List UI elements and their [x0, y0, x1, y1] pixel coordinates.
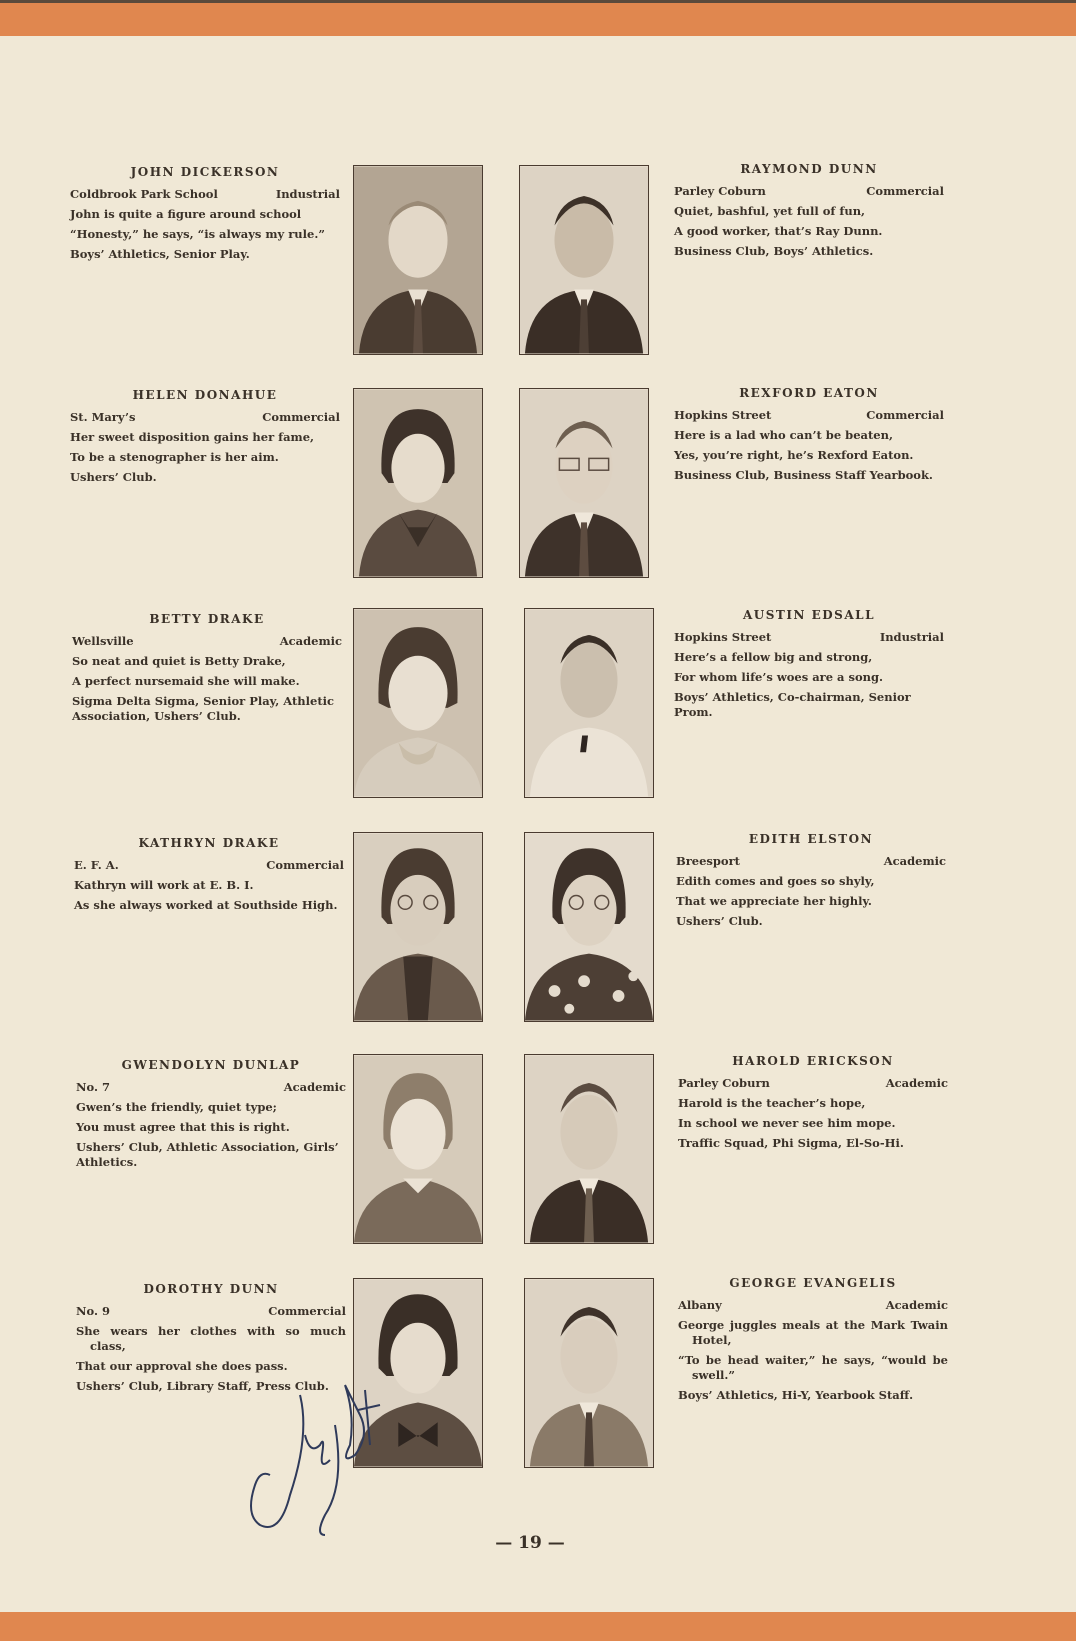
student-school: Albany	[678, 1298, 722, 1312]
verse-line: “Honesty,” he says, “is always my rule.”	[70, 227, 325, 241]
verse-line: Here is a lad who can’t be beaten,	[674, 428, 893, 442]
student-name: DOROTHY DUNN	[143, 1282, 279, 1296]
student-activities: Traffic Squad, Phi Sigma, El-So-Hi.	[678, 1136, 904, 1150]
verse-line: In school we never see him mope.	[678, 1116, 896, 1130]
student-school: Hopkins Street	[674, 630, 772, 644]
student-activities: Ushers’ Club, Library Staff, Press Club.	[76, 1379, 329, 1393]
portrait-photo	[353, 832, 483, 1022]
portrait-photo	[353, 388, 483, 578]
student-course: Commercial	[268, 1304, 346, 1318]
verse-line: Gwen’s the friendly, quiet type;	[76, 1100, 277, 1114]
student-entry	[70, 388, 340, 490]
verse-line: Harold is the teacher’s hope,	[678, 1096, 866, 1110]
student-activities: Business Club, Boys’ Athletics.	[674, 244, 874, 258]
student-name: REXFORD EATON	[739, 386, 879, 400]
portrait-photo	[353, 608, 483, 798]
student-course: Academic	[283, 1080, 346, 1094]
handwritten-signature	[230, 1375, 410, 1545]
verse-line: Here’s a fellow big and strong,	[674, 650, 873, 664]
page-number: — 19 —	[495, 1533, 565, 1553]
student-course: Industrial	[275, 187, 340, 201]
student-name: RAYMOND DUNN	[740, 162, 878, 176]
student-course: Academic	[279, 634, 342, 648]
student-school: Coldbrook Park School	[70, 187, 218, 201]
student-name: GEORGE EVANGELIS	[729, 1276, 897, 1290]
verse-line: As she always worked at Southside High.	[74, 898, 338, 912]
student-activities: Ushers’ Club.	[70, 470, 157, 484]
bottom-orange-band	[0, 1612, 1076, 1641]
verse-line: That our approval she does pass.	[76, 1359, 288, 1373]
student-school: Breesport	[676, 854, 740, 868]
student-entry	[678, 1276, 948, 1408]
student-entry	[674, 162, 944, 264]
student-entry	[76, 1058, 346, 1175]
student-activities: Sigma Delta Sigma, Senior Play, Athletic Association, Ushers’ Club.	[72, 694, 335, 723]
student-name: HELEN DONAHUE	[132, 388, 278, 402]
top-edge-line	[0, 0, 1076, 3]
portrait-photo	[524, 608, 654, 798]
verse-line: She wears her clothes with so much class,	[76, 1324, 346, 1353]
verse-line: Yes, you’re right, he’s Rexford Eaton.	[674, 448, 914, 462]
student-course: Commercial	[262, 410, 340, 424]
verse-line: So neat and quiet is Betty Drake,	[72, 654, 286, 668]
portrait-photo	[353, 165, 483, 355]
verse-line: “To be head waiter,” he says, “would be swell.”	[678, 1353, 948, 1382]
student-course: Academic	[885, 1298, 948, 1312]
student-course: Commercial	[866, 408, 944, 422]
portrait-photo	[524, 1054, 654, 1244]
student-name: JOHN DICKERSON	[130, 165, 280, 179]
student-activities: Boys’ Athletics, Senior Play.	[70, 247, 250, 261]
student-activities: Boys’ Athletics, Co-chairman, Senior Prom.	[674, 690, 911, 719]
student-school: No. 9	[76, 1304, 110, 1318]
student-name: EDITH ELSTON	[748, 832, 874, 846]
student-name: GWENDOLYN DUNLAP	[121, 1058, 301, 1072]
student-name: HAROLD ERICKSON	[732, 1054, 894, 1068]
student-school: Hopkins Street	[674, 408, 772, 422]
student-entry	[72, 612, 342, 729]
portrait-photo	[524, 832, 654, 1022]
verse-line: A perfect nursemaid she will make.	[72, 674, 300, 688]
verse-line: That we appreciate her highly.	[676, 894, 872, 908]
student-name: KATHRYN DRAKE	[138, 836, 280, 850]
verse-line: George juggles meals at the Mark Twain Hotel,	[678, 1318, 948, 1347]
student-activities: Ushers’ Club, Athletic Association, Girls’ Athletics.	[76, 1140, 339, 1169]
verse-line: For whom life’s woes are a song.	[674, 670, 884, 684]
student-course: Industrial	[879, 630, 944, 644]
student-entry	[674, 386, 944, 488]
student-entry	[674, 608, 944, 725]
verse-line: Edith comes and goes so shyly,	[676, 874, 875, 888]
student-name: BETTY DRAKE	[149, 612, 265, 626]
student-entry	[678, 1054, 948, 1156]
student-school: Parley Coburn	[674, 184, 766, 198]
verse-line: Quiet, bashful, yet full of fun,	[674, 204, 866, 218]
top-orange-band	[0, 0, 1076, 36]
student-course: Commercial	[866, 184, 944, 198]
student-school: No. 7	[76, 1080, 110, 1094]
portrait-photo	[353, 1054, 483, 1244]
student-course: Academic	[885, 1076, 948, 1090]
student-school: St. Mary’s	[70, 410, 136, 424]
student-entry	[70, 165, 340, 267]
verse-line: To be a stenographer is her aim.	[70, 450, 279, 464]
student-school: Parley Coburn	[678, 1076, 770, 1090]
portrait-photo	[519, 388, 649, 578]
student-school: E. F. A.	[74, 858, 119, 872]
student-entry	[74, 836, 344, 918]
student-course: Academic	[883, 854, 946, 868]
student-name: AUSTIN EDSALL	[742, 608, 876, 622]
student-school: Wellsville	[72, 634, 134, 648]
verse-line: A good worker, that’s Ray Dunn.	[674, 224, 883, 238]
student-activities: Business Club, Business Staff Yearbook.	[674, 468, 933, 482]
portrait-photo	[524, 1278, 654, 1468]
verse-line: Her sweet disposition gains her fame,	[70, 430, 315, 444]
student-course: Commercial	[266, 858, 344, 872]
verse-line: You must agree that this is right.	[76, 1120, 290, 1134]
portrait-photo	[519, 165, 649, 355]
verse-line: John is quite a figure around school	[70, 207, 302, 221]
student-activities: Boys’ Athletics, Hi-Y, Yearbook Staff.	[678, 1388, 914, 1402]
verse-line: Kathryn will work at E. B. I.	[74, 878, 254, 892]
student-activities: Ushers’ Club.	[676, 914, 763, 928]
student-entry	[676, 832, 946, 934]
